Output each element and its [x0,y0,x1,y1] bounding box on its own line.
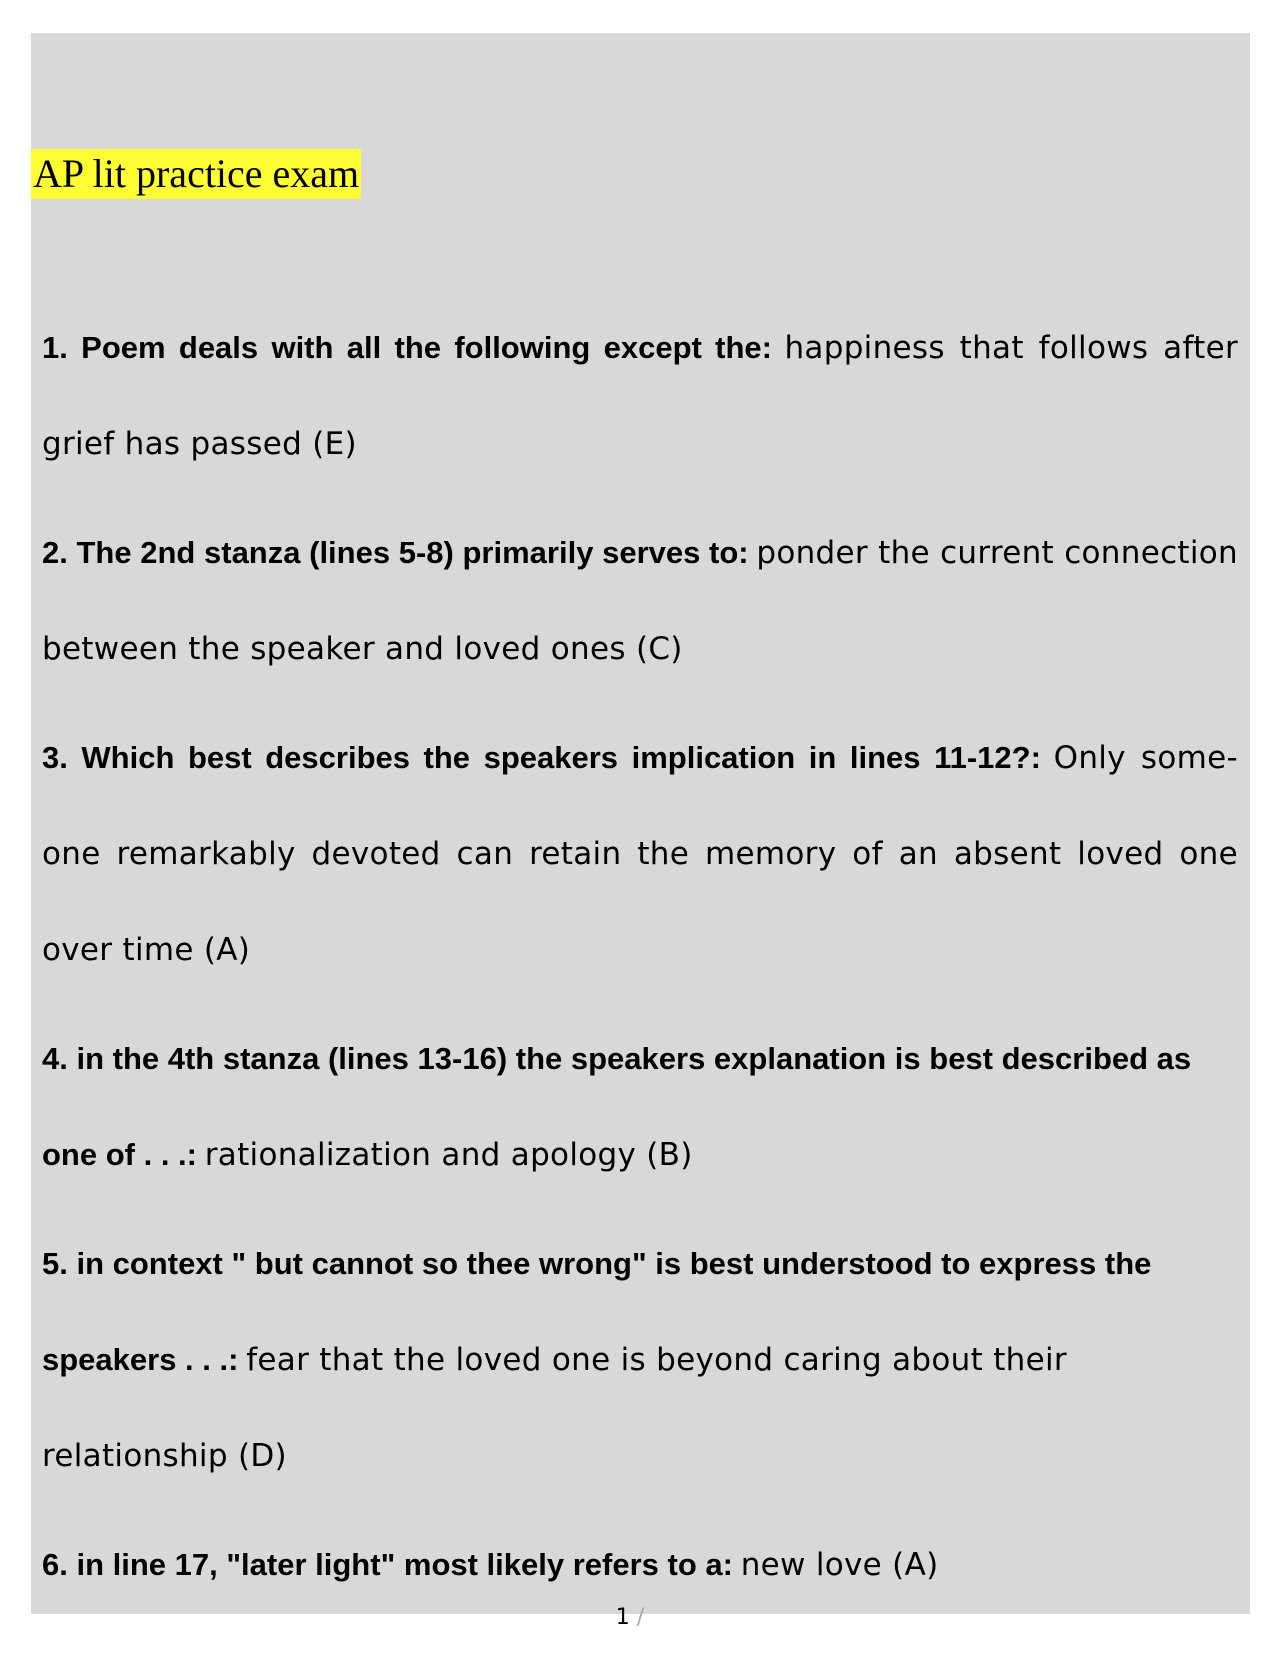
question-4-answer: rationalization and apology (B) [204,1137,693,1173]
document-title: AP lit practice exam [31,149,361,199]
page-number-value: 1 [615,1605,630,1630]
question-1-prompt: 1. Poem deals with all the following except the: [42,330,773,365]
question-5-answer: fear that the loved one is beyond caring about their relationship (D) [42,1342,1067,1474]
question-1-answer: happiness that follows after grief has passed (E) [42,330,1239,462]
question-5 [42,1216,1238,1504]
page-number [600,1606,660,1630]
question-1 [42,300,1238,492]
question-4-prompt: 4. in the 4th stanza (lines 13-16) the speakers explanation is best described as one of . . .: [42,1041,1192,1172]
question-4 [42,1011,1238,1203]
question-3-prompt: 3. Which best describes the speakers implication in lines 11-12?: [42,740,1041,775]
question-6 [42,1517,1238,1613]
question-2 [42,505,1238,697]
question-2-answer: ponder the current connection between the speaker and loved ones (C) [42,535,1238,667]
page-number-separator: / [636,1605,645,1630]
question-2-prompt: 2. The 2nd stanza (lines 5-8) primarily serves to: [42,535,749,570]
question-3 [42,710,1238,998]
question-list [42,300,1238,1626]
question-6-prompt: 6. in line 17, "later light" most likely refers to a: [42,1547,733,1582]
question-5-prompt: 5. in context " but cannot so thee wrong" is best understood to express the speakers . . .: [42,1246,1152,1377]
question-6-answer: new love (A) [740,1547,939,1583]
question-3-answer: Only some- one remarkably devoted can retain the memory of an absent loved one over time (A) [42,740,1239,968]
